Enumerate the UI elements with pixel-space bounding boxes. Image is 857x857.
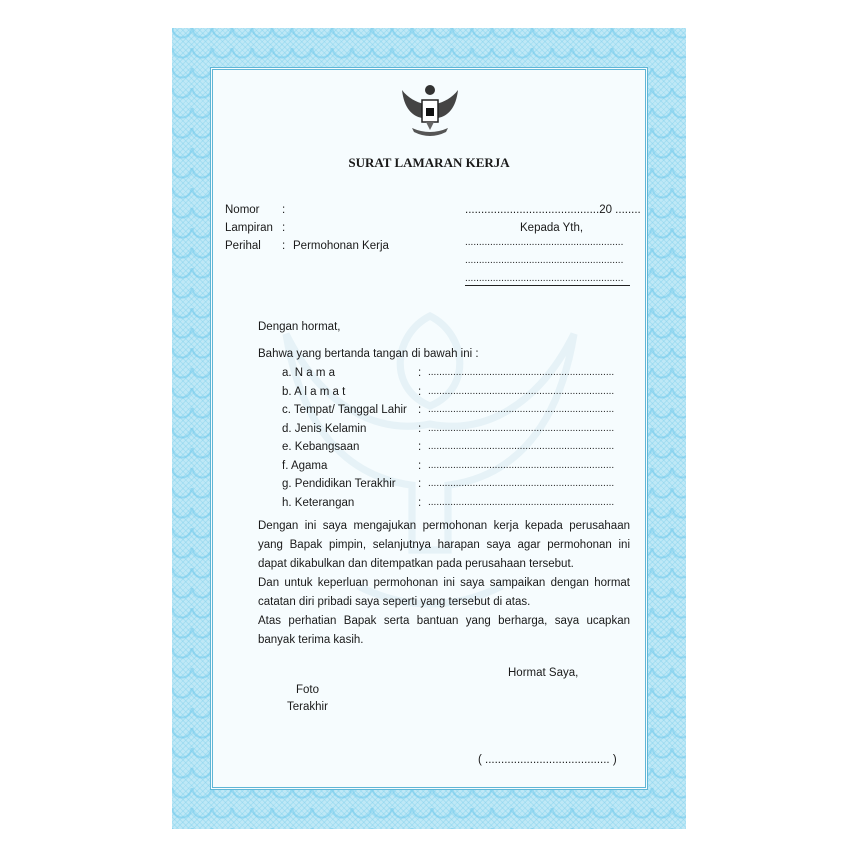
paragraph-3: Atas perhatian Bapak serta bantuan yang berharga, saya ucapkan banyak terima kasih.	[258, 615, 630, 646]
photo-label-1: Foto	[296, 684, 320, 696]
lampiran-label: Lampiran	[225, 222, 273, 234]
field-value-dots: ...................................................................	[428, 496, 615, 508]
address-line-3: .........................................................	[465, 273, 624, 284]
nomor-colon: :	[282, 204, 286, 216]
field-value-dots: ...................................................................	[428, 478, 615, 489]
field-value-dots: ...................................................................	[428, 459, 615, 471]
paragraph-1: Dengan ini saya mengajukan permohonan kerja kepada perusahaan yang Bapak pimpin, selanjutnya harapan saya agar permohonan ini dapat dikabulkan dan ditempatkan pada perusahaan tersebut.	[258, 520, 630, 570]
paragraph-2: Dan untuk keperluan permohonan ini saya sampaikan dengan hormat catatan diri pribadi saya seperti yang tersebut di atas.	[258, 577, 630, 608]
garuda-emblem-icon	[398, 80, 462, 140]
field-label: e. Kebangsaan	[282, 441, 360, 453]
field-value-dots: ...................................................................	[428, 404, 615, 415]
photo-label-2: Terakhir	[287, 701, 328, 713]
perihal-value: Permohonan Kerja	[293, 240, 389, 252]
field-label: d. Jenis Kelamin	[282, 422, 367, 435]
perihal-label: Perihal	[225, 240, 261, 252]
field-value-dots: ...................................................................	[428, 441, 615, 452]
field-colon: :	[418, 441, 422, 453]
field-value-dots: ...................................................................	[428, 385, 615, 397]
field-label: h. Keterangan	[282, 496, 355, 509]
body-paragraphs	[258, 517, 630, 650]
signature-line: ( ....................................... )	[478, 754, 617, 766]
lampiran-colon: :	[282, 222, 286, 234]
field-colon: :	[418, 422, 422, 435]
date-line: ..........................................20 ........	[465, 204, 641, 216]
field-colon: :	[418, 478, 422, 490]
field-colon: :	[418, 459, 422, 472]
nomor-label: Nomor	[225, 204, 260, 216]
field-label: b. A l a m a t	[282, 385, 346, 398]
field-colon: :	[418, 367, 422, 379]
intro-text: Bahwa yang bertanda tangan di bawah ini :	[258, 348, 479, 360]
field-colon: :	[418, 385, 422, 398]
field-value-dots: ...................................................................	[428, 422, 615, 434]
field-label: c. Tempat/ Tanggal Lahir	[282, 404, 407, 416]
field-label: f. Agama	[282, 459, 328, 472]
field-colon: :	[418, 496, 422, 509]
page-title: SURAT LAMARAN KERJA	[348, 155, 510, 170]
field-label: a. N a m a	[282, 367, 336, 379]
address-underline	[465, 285, 630, 286]
address-line-1: .........................................................	[465, 237, 624, 248]
kepada-label: Kepada Yth,	[520, 222, 584, 234]
field-colon: :	[418, 404, 422, 416]
closing: Hormat Saya,	[508, 667, 579, 679]
greeting: Dengan hormat,	[258, 321, 341, 333]
field-value-dots: ...................................................................	[428, 367, 615, 378]
perihal-colon: :	[282, 240, 286, 252]
field-label: g. Pendidikan Terakhir	[282, 478, 396, 490]
address-line-2: .........................................................	[465, 255, 624, 266]
